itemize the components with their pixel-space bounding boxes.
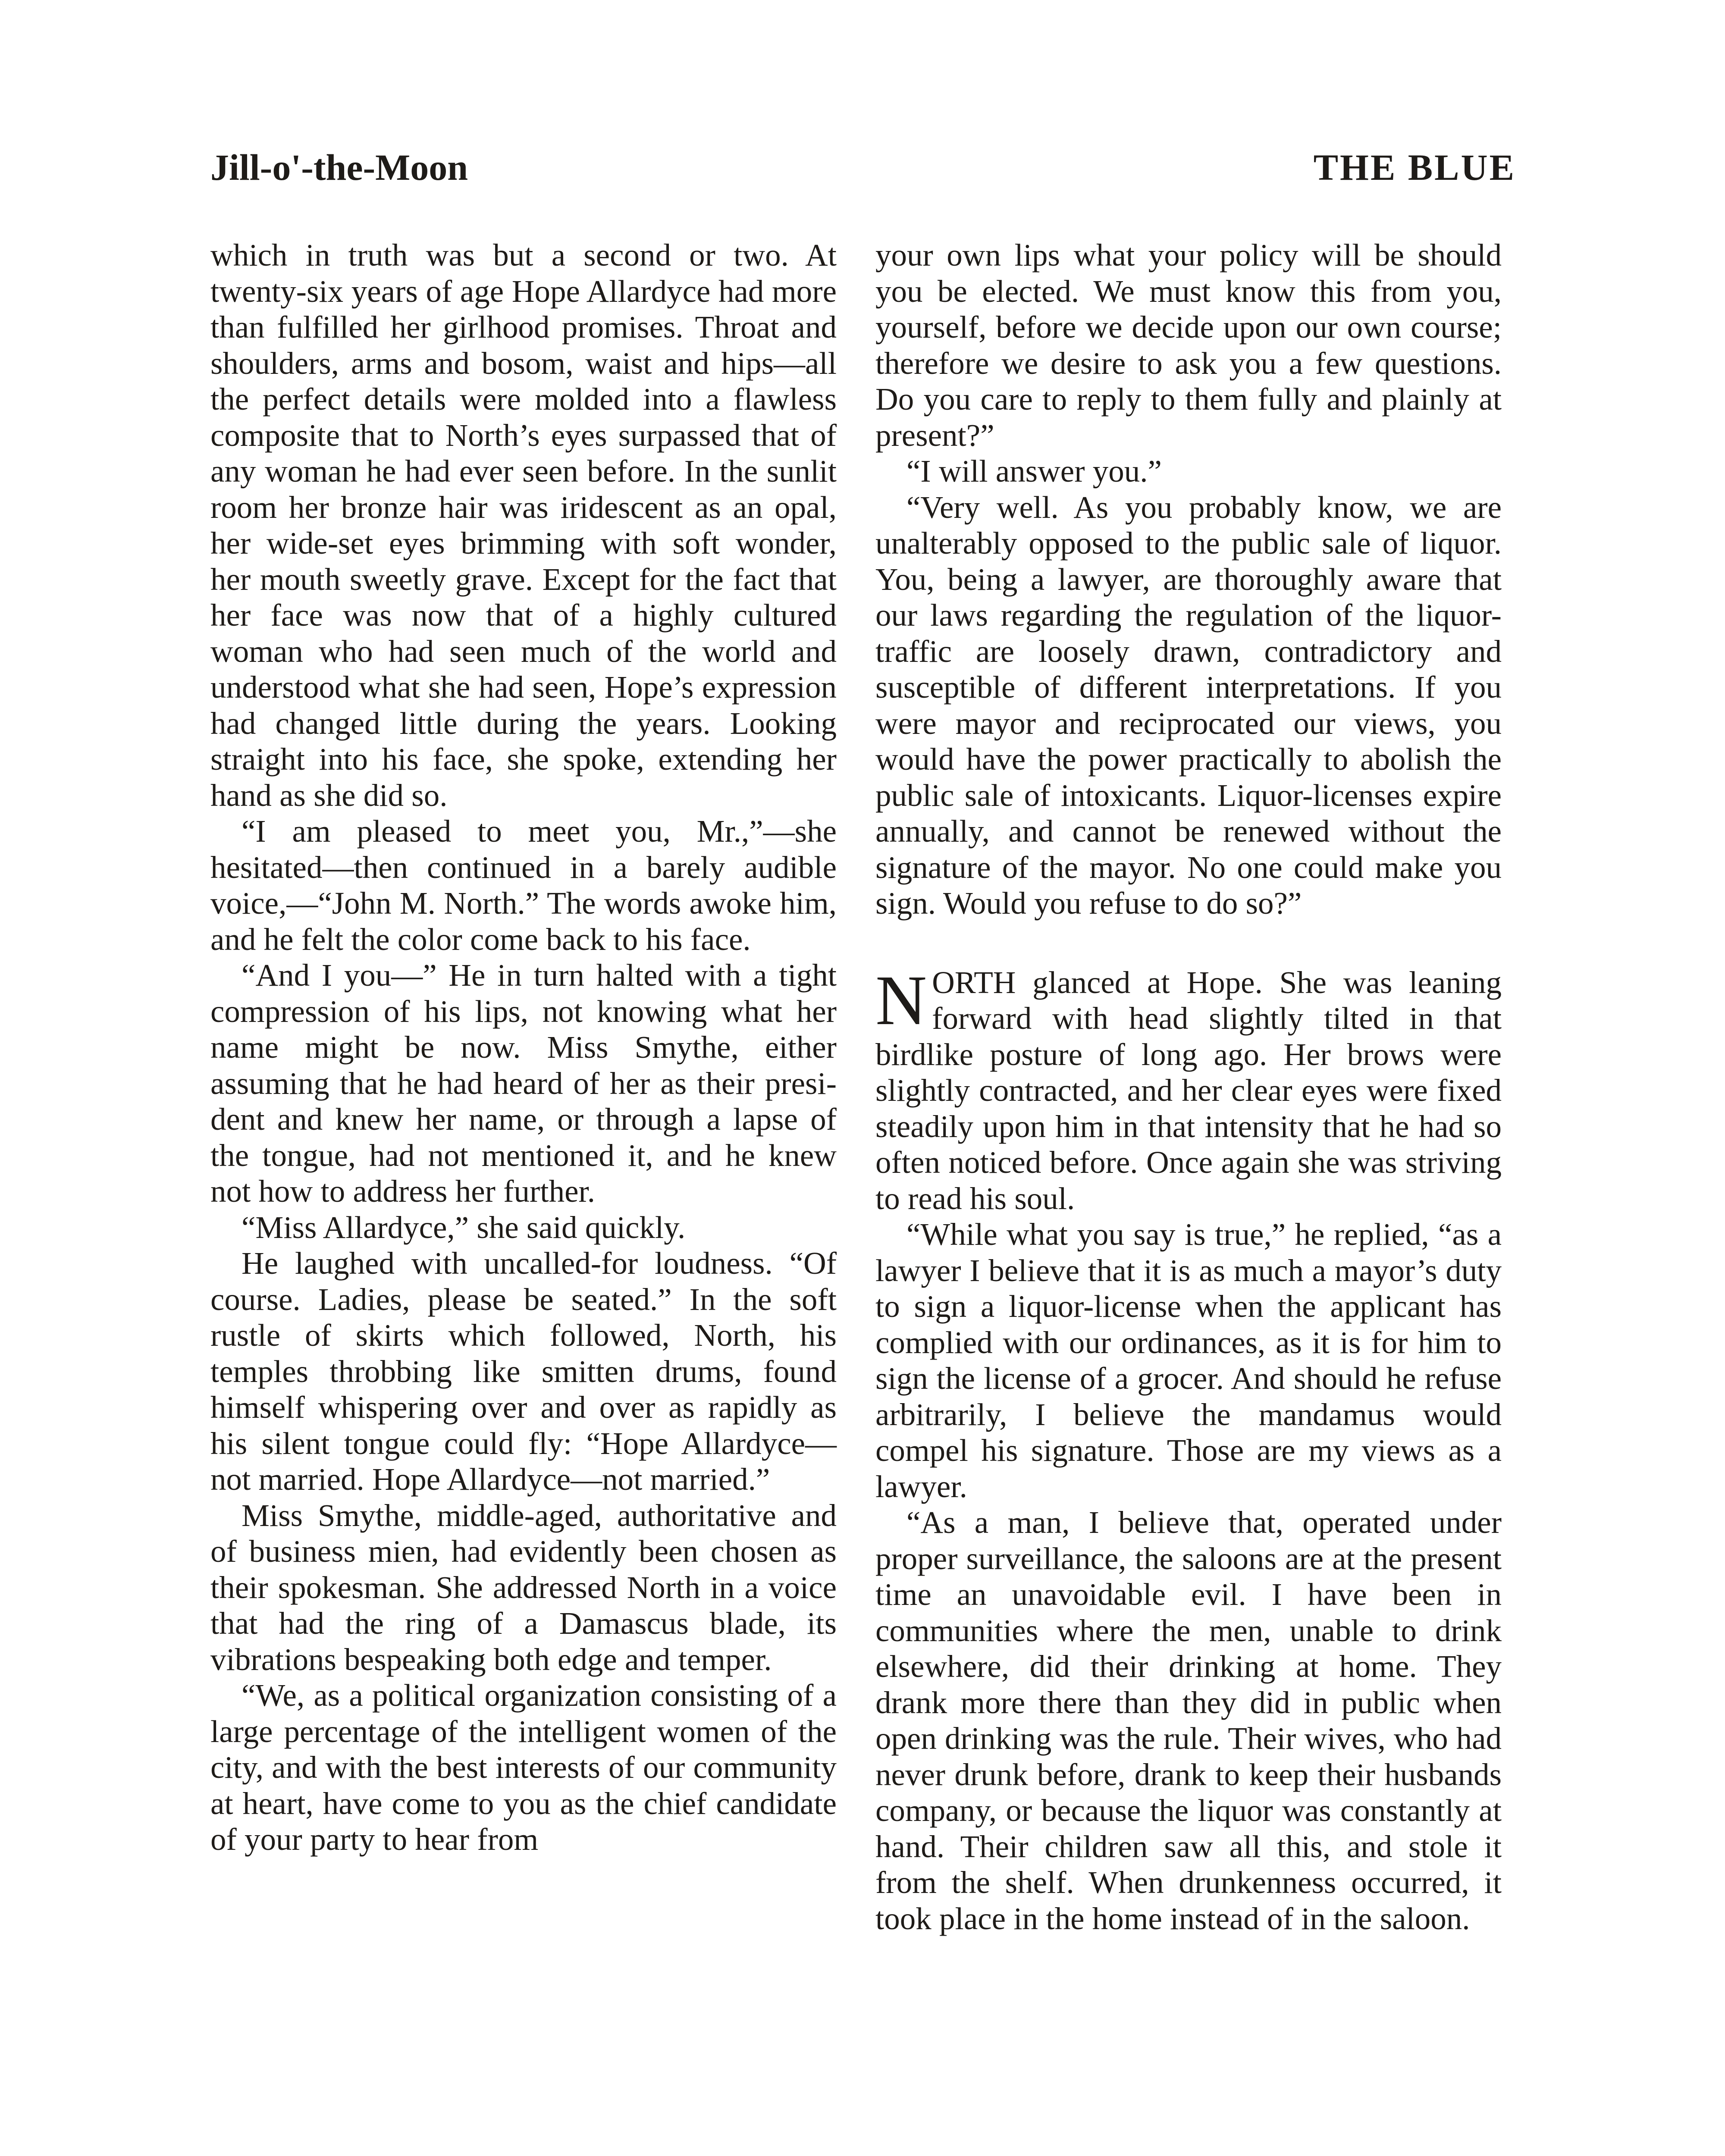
paragraph: “We, as a political organization consisting of a large percentage of the intelligent women of the city, and with the best interests of our community at heart, have come to you as the chief candidate of your party to hear from [210,1678,837,1857]
right-column [875,237,1502,1937]
running-head-title: Jill-o'-the-Moon [210,147,468,188]
paragraph: “Very well. As you probably know, we are unalterably opposed to the public sale of liquor. You, being a lawyer, are thoroughly aware that our laws regarding the regulation of the liquor-traffic are loosely drawn, contradictory and susceptible of different interpretations. If you were mayor and reciprocated our views, you would have the power practically to abolish the public sale of intoxicants. Liquor-licenses expire annually, and cannot be renewed without the signature of the mayor. No one could make you sign. Would you refuse to do so?” [875,489,1502,921]
paragraph: “While what you say is true,” he replied, “as a lawyer I believe that it is as much a mayor’s duty to sign a liquor-license when the applicant has complied with our ordinances, as it is for him to sign the license of a grocer. And should he refuse arbitrarily, I believe the mandamus would compel his signature. Those are my views as a lawyer. [875,1217,1502,1504]
section-opening-paragraph [875,960,1502,1217]
drop-cap: N [875,960,927,1040]
paragraph: Miss Smythe, middle-aged, authoritative and of business mien, had evidently been chosen as their spokesman. She addressed North in a voice that had the ring of a Damascus blade, its vibrations bespeaking both edge and temper. [210,1498,837,1677]
paragraph: He laughed with uncalled-for loudness. “Of course. Ladies, please be seated.” In the soft rustle of skirts which followed, North, his temples throbbing like smitten drums, found himself whispering over and over as rapidly as his silent tongue could fly: “Hope Allardyce—not married. Hope Allardyce—not married.” [210,1246,837,1497]
paragraph: which in truth was but a second or two. At twenty-six years of age Hope Allardyce had more than fulfilled her girlhood promises. Throat and shoulders, arms and bosom, waist and hips—all the perfect details were molded into a flawless composite that to North’s eyes surpassed that of any woman he had ever seen before. In the sunlit room her bronze hair was iridescent as an opal, her wide-set eyes brimming with soft wonder, her mouth sweetly grave. Except for the fact that her face was now that of a highly cultured woman who had seen much of the world and understood what she had seen, Hope’s expression had changed little during the years. Looking straight into his face, she spoke, extending her hand as she did so. [210,238,837,813]
paragraph: “Miss Allardyce,” she said quickly. [242,1210,686,1245]
paragraph: “I will answer you.” [906,454,1162,489]
running-head-magazine: THE BLUE [1313,147,1516,188]
paragraph: your own lips what your policy will be should you be elected. We must know this from you, yourself, before we decide upon our own course; therefore we desire to ask you a few questions. Do you care to reply to them fully and plainly at present?” [875,238,1502,453]
paragraph: “I am pleased to meet you, Mr.,”—she hesitated—then continued in a barely audible voice,—“John M. North.” The words awoke him, and he felt the color come back to his face. [210,814,837,957]
section-opening-text: ORTH glanced at Hope. She was leaning forward with head slightly tilted in that birdlike posture of long ago. Her brows were slightly contracted, and her clear eyes were fixed steadily upon him in that intensity that he had so often noticed before. Once again she was striving to read his soul. [875,965,1502,1216]
paragraph: “As a man, I believe that, operated under proper surveillance, the saloons are at the present time an unavoidable evil. I have been in communities where the men, unable to drink elsewhere, did their drinking at home. They drank more there than they did in public when open drinking was the rule. Their wives, who had never drunk before, drank to keep their husbands company, or because the liquor was constantly at hand. Their children saw all this, and stole it from the shelf. When drunkenness occurred, it took place in the home instead of in the saloon. [875,1505,1502,1936]
left-column [210,237,837,1858]
paragraph: “And I you—” He in turn halted with a tight compression of his lips, not knowing what her name might be now. Miss Smythe, either assuming that he had heard of her as their president and knew her name, or through a lapse of the tongue, had not mentioned it, and he knew not how to address her further. [210,958,837,1209]
